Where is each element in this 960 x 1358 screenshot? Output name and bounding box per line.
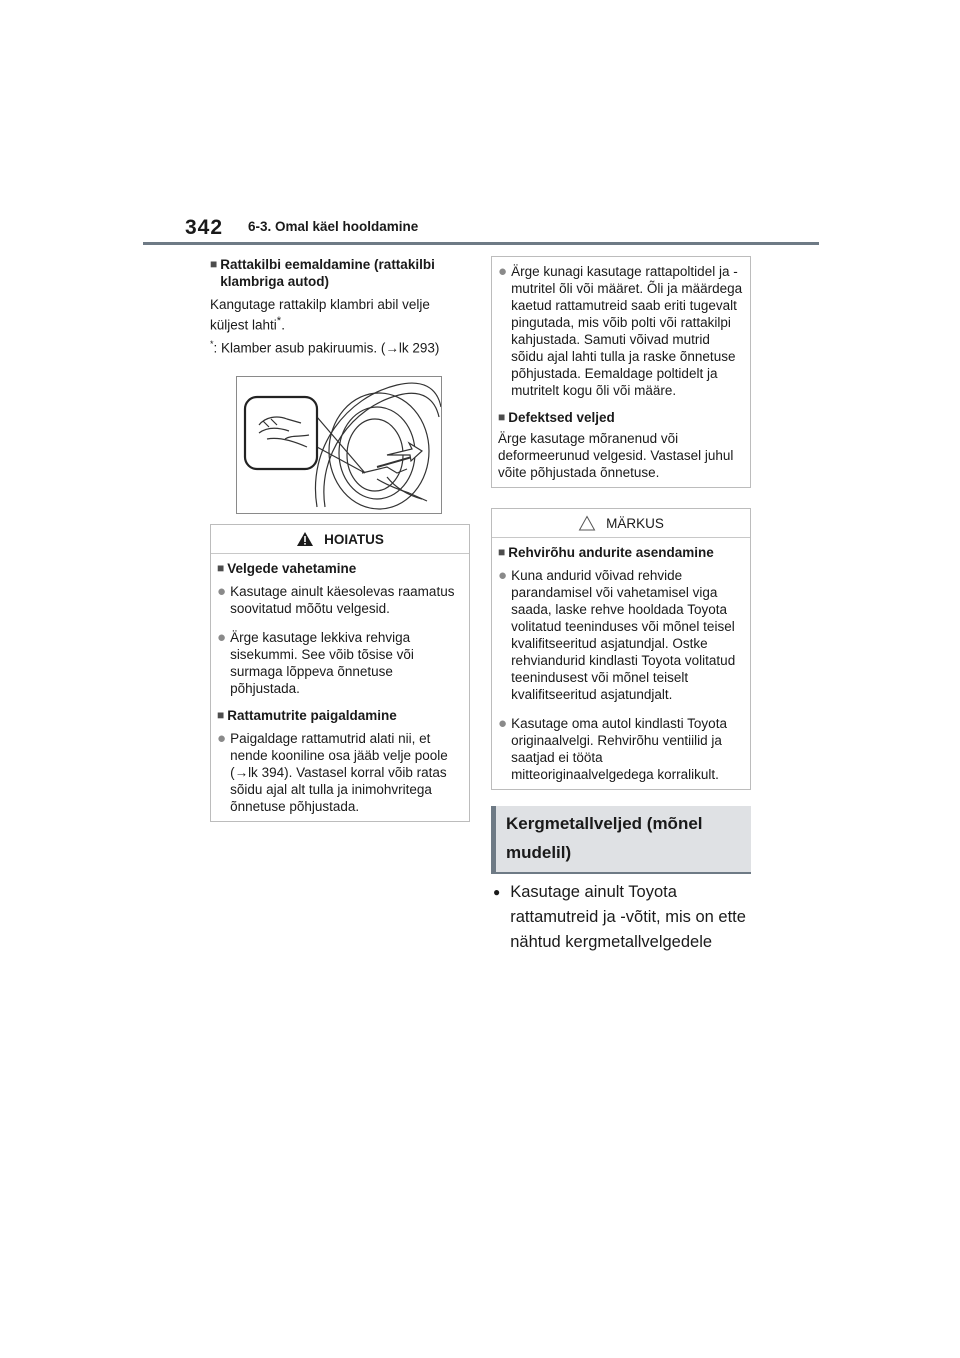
warning-heading-2: ■ Rattamutrite paigaldamine xyxy=(217,708,397,723)
note-body xyxy=(492,538,750,789)
right-column xyxy=(491,256,751,955)
note-box xyxy=(491,508,751,790)
square-bullet-icon: ■ xyxy=(217,708,225,722)
wheel-hubcap-drawing xyxy=(237,377,441,513)
note-heading: ■ Rehvirõhu andurite asendamine xyxy=(498,545,714,560)
note-triangle-icon xyxy=(578,515,596,531)
section-title: 6-3. Omal käel hooldamine xyxy=(248,219,419,234)
banner-rule xyxy=(491,872,751,874)
list-item: ● Ärge kasutage lekkiva rehviga sisekummi. See võib tõsise või surmaga lõppeva õnnetuse põhjustada. xyxy=(217,629,414,696)
warning-triangle-icon xyxy=(296,531,314,547)
footnote: *: Klamber asub pakiruumis. (→lk 293) xyxy=(210,338,440,355)
square-bullet-icon: ■ xyxy=(217,561,225,575)
bullet-icon: ● xyxy=(217,730,227,747)
list-item: ● Kuna andurid võivad rehvide parandamisel või vahetamisel viga saada, laske rehve hooldada Toyota volitatud teeninduses või mõnel teisel kvalifitseeritud asjatundjal. Ostke rehviandurid kindlasti Toyota volitatud teenindusest või mõnel teiselt kvalifitseeritud asjatundjalt. xyxy=(498,567,736,702)
arrow-right-icon: → xyxy=(385,340,399,355)
bullet-icon: ● xyxy=(217,629,227,646)
hubcap-removal-illustration xyxy=(236,376,442,514)
list-item: ● Kasutage ainult käesolevas raamatus soovitatud mõõtu velgesid. xyxy=(217,583,455,616)
warning-header xyxy=(211,525,469,554)
warning-box xyxy=(210,524,470,822)
note-header xyxy=(492,509,750,538)
square-bullet-icon: ■ xyxy=(210,257,218,271)
square-bullet-icon: ■ xyxy=(498,545,506,559)
bullet-icon: ● xyxy=(498,715,508,732)
warning-continued-body xyxy=(492,257,750,487)
defective-wheels-heading: ■ Defektsed veljed xyxy=(498,410,615,425)
hubcap-instruction: Kangutage rattakilp klambri abil velje küljest lahti*. xyxy=(210,297,430,333)
note-title: MÄRKUS xyxy=(606,515,664,531)
warning-body xyxy=(211,554,469,821)
list-item: ● Kasutage oma autol kindlasti Toyota originaalvelgi. Rehvirõhu ventiilid ja saatjad ei tööta mitteoriginaalvelgedega korralikult. xyxy=(498,715,727,782)
bullet-icon: ● xyxy=(217,583,227,600)
bullet-icon: ● xyxy=(498,263,508,280)
page-number: 342 xyxy=(185,216,224,239)
warning-title: HOIATUS xyxy=(324,531,384,547)
defective-wheels-text: Ärge kasutage mõranenud või deformeerunud velgesid. Vastasel juhul võite põhjustada õnnetuse. xyxy=(498,431,734,480)
left-column xyxy=(210,256,470,822)
list-item: ● Kasutage ainult Toyota rattamutreid ja -võtit, mis on ette nähtud kergmetallvelgedele xyxy=(491,880,751,955)
warning-heading-1: ■ Velgede vahetamine xyxy=(217,561,357,576)
bullet-icon: ● xyxy=(498,567,508,584)
bullet-icon: ● xyxy=(493,885,501,899)
header-rule xyxy=(143,242,819,245)
warning-box-continued xyxy=(491,256,751,488)
list-item: ● Ärge kunagi kasutage rattapoltidel ja -mutritel õli või määret. Õli ja määrdega kaetud rattamutreid saab eriti tugevalt pingutada, mis võib polti või rattakilpi kahjustada. Samuti võivad mutrid sõidu ajal lahti tulla ja raske õnnetuse põhjustada. Eemaldage poltidelt ja mutritelt kogu õli või määre. xyxy=(498,263,743,398)
list-item: ● Paigaldage rattamutrid alati nii, et nende kooniline osa jääb velje poole (→lk 394). Vastasel korral võib ratas sõidu ajal alt tulla ja inimohvritega õnnetuse põhjustada. xyxy=(217,730,448,814)
section-banner: Kergmetallveljed (mõnel mudelil) xyxy=(491,806,751,872)
hubcap-heading: ■ Rattakilbi eemaldamine (rattakilbi klambriga autod) xyxy=(210,257,435,289)
square-bullet-icon: ■ xyxy=(498,410,506,424)
arrow-right-icon: → xyxy=(234,765,249,780)
